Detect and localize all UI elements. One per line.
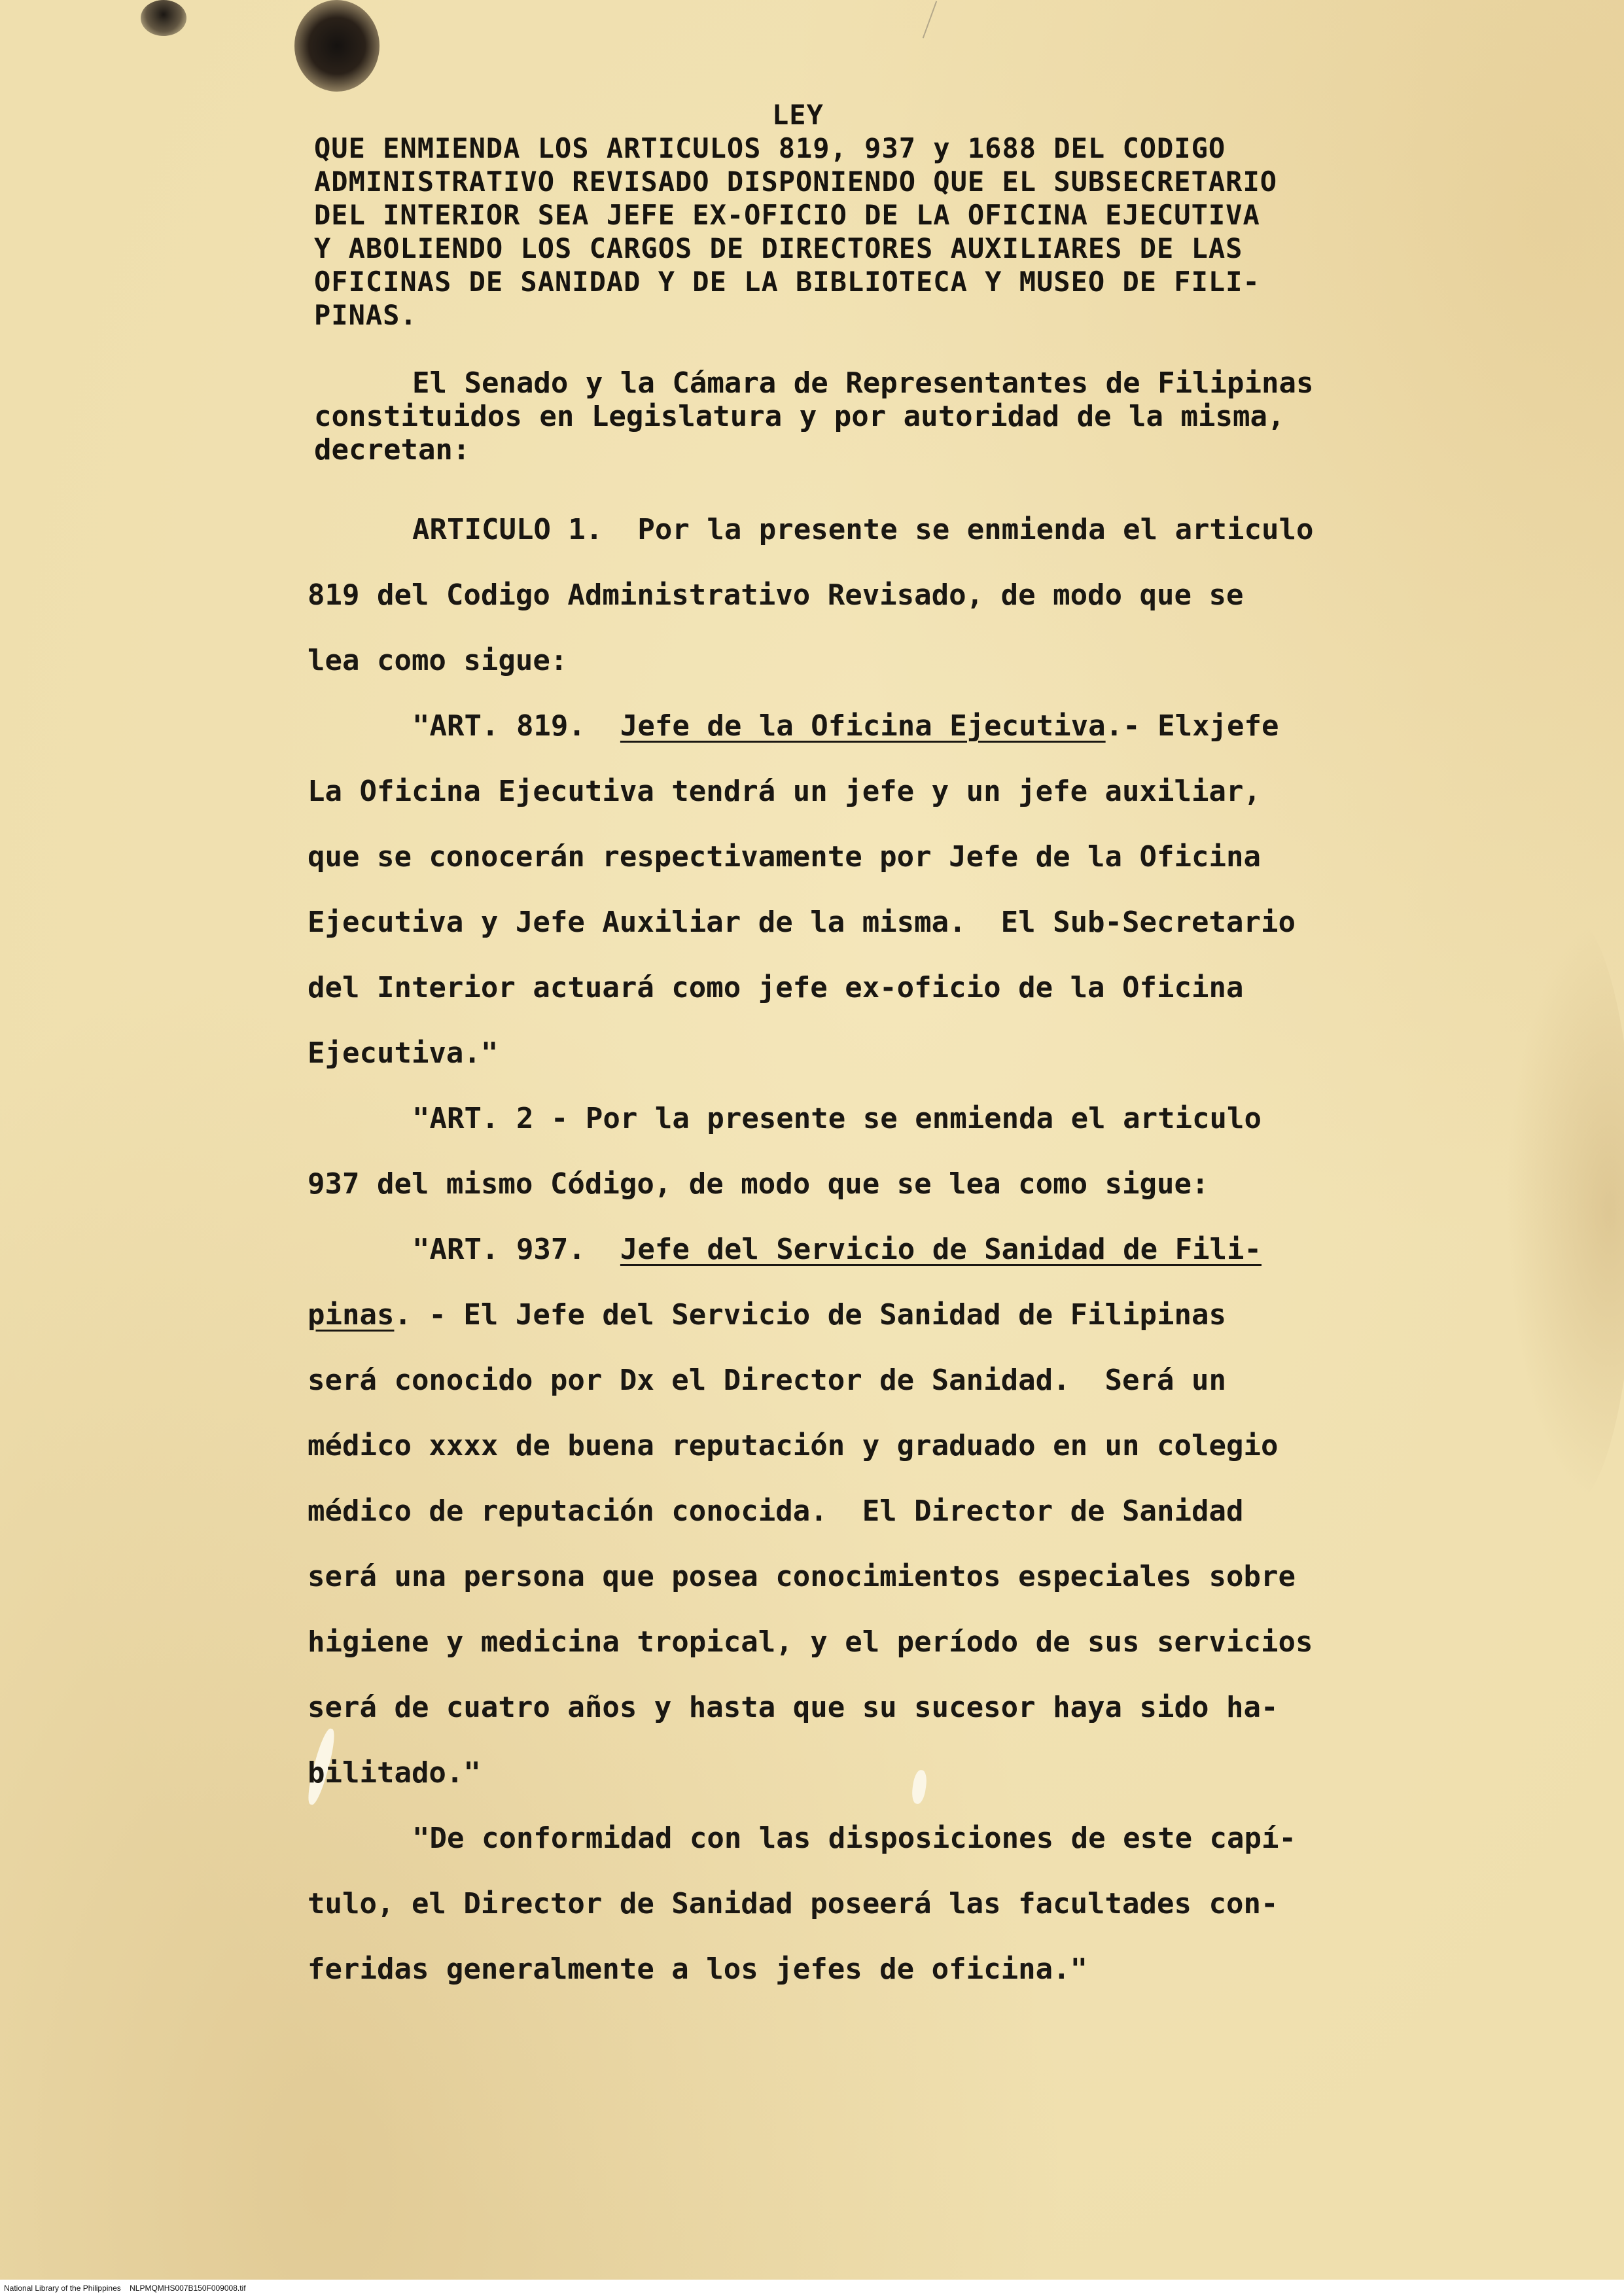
document-subtitle (314, 132, 1466, 332)
subtitle-line: OFICINAS DE SANIDAD Y DE LA BIBLIOTECA Y MUSEO DE FILI- (314, 266, 1260, 298)
body-line (308, 1086, 1479, 1152)
subtitle-line: QUE ENMIENDA LOS ARTICULOS 819, 937 y 1688 DEL CODIGO (314, 132, 1226, 164)
body-text-suffix: . - El Jefe del Servicio de Sanidad de Filipinas (394, 1298, 1226, 1332)
subtitle-line: DEL INTERIOR SEA JEFE EX-OFICIO DE LA OFICINA EJECUTIVA (314, 199, 1260, 231)
body-line (308, 1413, 1479, 1479)
body-line (308, 497, 1479, 563)
body-text: "ART. 2 - Por la presente se enmienda el articulo (412, 1102, 1262, 1135)
body-text: será una persona que posea conocimientos especiales sobre (308, 1560, 1296, 1593)
body-text: bilitado." (308, 1756, 481, 1790)
body-text: ARTICULO 1. Por la presente se enmienda el articulo (412, 513, 1314, 546)
body-line (308, 1610, 1479, 1675)
body-text: higiene y medicina tropical, y el período de sus servicios (308, 1625, 1313, 1659)
body-text: "ART. 819. (412, 709, 620, 743)
enacting-line: decretan: (314, 433, 470, 467)
body-line (308, 694, 1479, 759)
body-text: 819 del Codigo Administrativo Revisado, de modo que se (308, 578, 1244, 612)
body-text: "De conformidad con las disposiciones de este capí- (412, 1822, 1297, 1855)
body-text: feridas generalmente a los jefes de oficina." (308, 1952, 1088, 1986)
body-line (308, 890, 1479, 955)
body-text: lea como sigue: (308, 644, 568, 677)
body-text: que se conocerán respectivamente por Jefe de la Oficina (308, 840, 1261, 874)
body-line (308, 1021, 1479, 1086)
body-line (308, 1282, 1479, 1348)
body-text: Ejecutiva." (308, 1036, 499, 1070)
body-line (308, 1479, 1479, 1544)
pencil-mark (923, 1, 937, 38)
underlined-heading: Jefe de la Oficina Ejecutiva (620, 709, 1106, 743)
ink-stain (294, 0, 380, 92)
body-text: La Oficina Ejecutiva tendrá un jefe y un jefe auxiliar, (308, 775, 1261, 808)
body-text: médico de reputación conocida. El Director de Sanidad (308, 1494, 1244, 1528)
paper-discoloration (1505, 916, 1624, 1505)
body-text: será conocido por Dx el Director de Sanidad. Será un (308, 1364, 1226, 1397)
body-line (308, 563, 1479, 628)
body-line (308, 824, 1479, 890)
enacting-line: El Senado y la Cámara de Representantes de Filipinas (412, 366, 1314, 400)
enacting-line: constituidos en Legislatura y por autoridad de la misma, (314, 400, 1285, 433)
body-line (308, 759, 1479, 824)
subtitle-line: ADMINISTRATIVO REVISADO DISPONIENDO QUE EL SUBSECRETARIO (314, 166, 1278, 198)
body-text: médico xxxx de buena reputación y graduado en un colegio (308, 1429, 1279, 1462)
body-text: será de cuatro años y hasta que su sucesor haya sido ha- (308, 1691, 1279, 1724)
ink-stain-small (141, 0, 186, 36)
body-line (308, 1217, 1479, 1282)
body-text: "ART. 937. (412, 1233, 620, 1266)
body-line (308, 1806, 1479, 1871)
body-text: del Interior actuará como jefe ex-oficio de la Oficina (308, 971, 1244, 1004)
body-line (308, 628, 1479, 694)
body-line (308, 1740, 1479, 1806)
body-line (308, 1544, 1479, 1610)
footer-source: National Library of the Philippines NLPMQMHS007B150F009008.tif (4, 2284, 246, 2293)
enacting-clause (314, 366, 1466, 467)
body-line (308, 1937, 1479, 2002)
body-text: Ejecutiva y Jefe Auxiliar de la misma. El Sub-Secretario (308, 906, 1296, 939)
body-line (308, 955, 1479, 1021)
body-text-suffix: .- Elxjefe (1105, 709, 1279, 743)
subtitle-line: PINAS. (314, 299, 417, 331)
body-line (308, 1348, 1479, 1413)
body-line (308, 1871, 1479, 1937)
body-line (308, 1675, 1479, 1740)
underlined-heading: pinas (308, 1298, 395, 1332)
document-body (308, 497, 1479, 2002)
body-line (308, 1152, 1479, 1217)
underlined-heading: Jefe del Servicio de Sanidad de Fili- (620, 1233, 1262, 1266)
title-block (314, 98, 1466, 332)
body-text: tulo, el Director de Sanidad poseerá las facultades con- (308, 1887, 1279, 1920)
document-heading: LEY (772, 99, 824, 131)
subtitle-line: Y ABOLIENDO LOS CARGOS DE DIRECTORES AUXILIARES DE LAS (314, 232, 1243, 264)
body-text: 937 del mismo Código, de modo que se lea como sigue: (308, 1167, 1209, 1201)
